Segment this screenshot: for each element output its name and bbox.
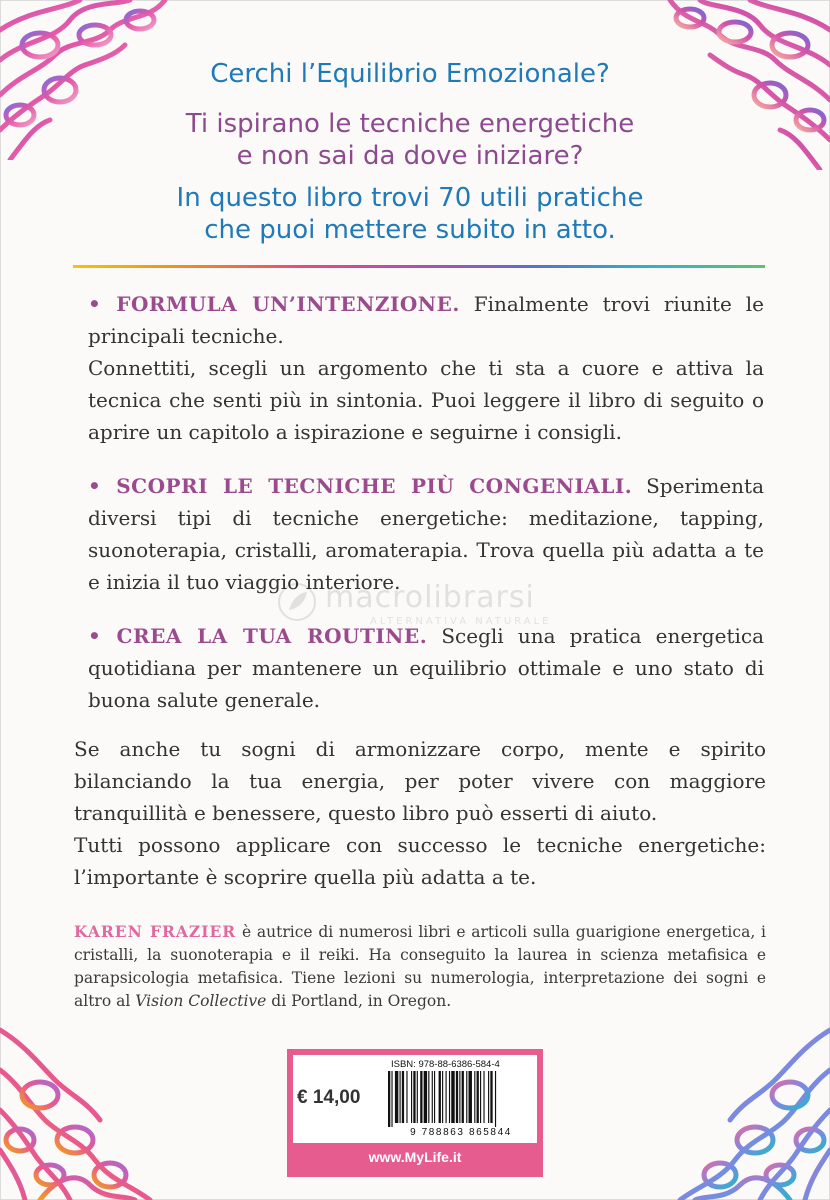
barcode-bar — [417, 1071, 418, 1123]
barcode-bar — [469, 1071, 472, 1123]
barcode-bar — [424, 1071, 427, 1123]
watermark-subtext: ALTERNATIVA NATURALE — [370, 616, 552, 627]
barcode-bar — [434, 1071, 435, 1123]
barcode-bar — [456, 1071, 458, 1123]
rainbow-divider — [73, 265, 765, 268]
author-bio-text-b: di Portland, in Oregon. — [266, 992, 452, 1010]
barcode-bar — [400, 1071, 401, 1123]
barcode — [386, 1071, 536, 1127]
publisher-website: www.MyLife.it — [368, 1149, 462, 1165]
bullet-intention-lead: • FORMULA UN’INTENZIONE. — [88, 292, 460, 316]
barcode-bar — [451, 1071, 454, 1123]
barcode-bar — [449, 1071, 450, 1123]
barcode-bar — [388, 1071, 390, 1127]
barcode-bar — [446, 1071, 447, 1123]
barcode-bar — [413, 1071, 415, 1123]
author-bio-venue: Vision Collective — [135, 992, 267, 1010]
barcode-bar — [395, 1071, 398, 1123]
barcode-bar — [462, 1071, 464, 1123]
price-barcode-box — [287, 1049, 543, 1177]
barcode-bar — [402, 1071, 404, 1123]
barcode-bar — [411, 1071, 412, 1123]
headline-inspiration-line-1: Ti ispirano le tecniche energetiche — [185, 109, 635, 139]
barcode-bar — [480, 1071, 481, 1123]
barcode-bar — [483, 1071, 484, 1123]
barcode-bar — [428, 1071, 429, 1123]
author-bio-text-a: è autrice di numerosi libri e articoli sulla guarigione energetica, i cristalli, la suonoterapia e il reiki. Ha conseguito la laurea in scienza metafisica e parapsicologia metafisica. Tiene lezioni su numerologia, interpretazione dei sogni e altro al — [74, 923, 766, 1010]
barcode-bar — [488, 1071, 489, 1123]
bullet-intention-text: Finalmente trovi riunite le principali tecniche. — [88, 292, 764, 348]
barcode-bar — [474, 1071, 475, 1123]
headline-promise-line-1: In questo libro trovi 70 utili pratiche — [176, 183, 644, 213]
barcode-bar — [420, 1071, 422, 1123]
headline-question: Cerchi l’Equilibrio Emozionale? — [210, 59, 610, 89]
body-paragraph-2: Tutti possono applicare con successo le tecniche energetiche: l’importante è scoprire quella più adatta a te. — [74, 833, 766, 889]
barcode-bar — [466, 1071, 467, 1123]
barcode-bar — [459, 1071, 460, 1123]
isbn-label: ISBN: 978-88-6386-584-4 — [391, 1059, 500, 1070]
headline-inspiration — [60, 108, 760, 172]
barcode-number: 9 788863 865844 — [410, 1127, 512, 1138]
barcode-bar — [490, 1071, 492, 1123]
bullet-intention-text-2: Connettiti, scegli un argomento che ti sta a cuore e attiva la tecnica che senti più in sintonia. Puoi leggere il libro di seguito o aprire un capitolo a ispirazione e seguirne i consigli. — [88, 356, 764, 444]
barcode-bar — [391, 1071, 392, 1127]
body-paragraph-1: Se anche tu sogni di armonizzare corpo, mente e spirito bilanciando la tua energia, per poter vivere con maggiore tranquillità e benessere, questo libro può esserti di aiuto. — [74, 737, 766, 825]
author-bio — [74, 920, 766, 1013]
barcode-bar — [432, 1071, 433, 1123]
barcode-bar — [495, 1071, 496, 1127]
headline-inspiration-line-2: e non sai da dove iniziare? — [236, 141, 584, 171]
barcode-bar — [477, 1071, 479, 1123]
bullet-techniques-lead: • SCOPRI LE TECNICHE PIÙ CONGENIALI. — [88, 474, 633, 498]
author-name: KAREN FRAZIER — [74, 922, 237, 941]
headline-promise — [60, 182, 760, 246]
barcode-bar — [442, 1071, 443, 1123]
bullet-intention — [88, 288, 764, 448]
bullet-routine-text: Scegli una pratica energetica quotidiana per mantenere un equilibrio ottimale e uno stato di buona salute generale. — [88, 624, 764, 712]
bullet-routine-lead: • CREA LA TUA ROUTINE. — [88, 624, 428, 648]
barcode-bar — [406, 1071, 407, 1123]
headline-promise-line-2: che puoi mettere subito in atto. — [204, 215, 616, 245]
bullet-techniques-text: Sperimenta diversi tipi di tecniche energetiche: meditazione, tapping, suonoterapia, cristalli, aromaterapia. Trova quella più adatta a te e inizia il tuo viaggio interiore. — [88, 474, 765, 594]
price-barcode-panel — [293, 1055, 537, 1143]
watermark-text: macrolibrarsi — [325, 580, 535, 615]
bullet-techniques — [88, 470, 764, 598]
barcode-bar — [439, 1071, 441, 1123]
price-label: € 14,00 — [297, 1087, 361, 1108]
bullet-routine — [88, 620, 764, 716]
